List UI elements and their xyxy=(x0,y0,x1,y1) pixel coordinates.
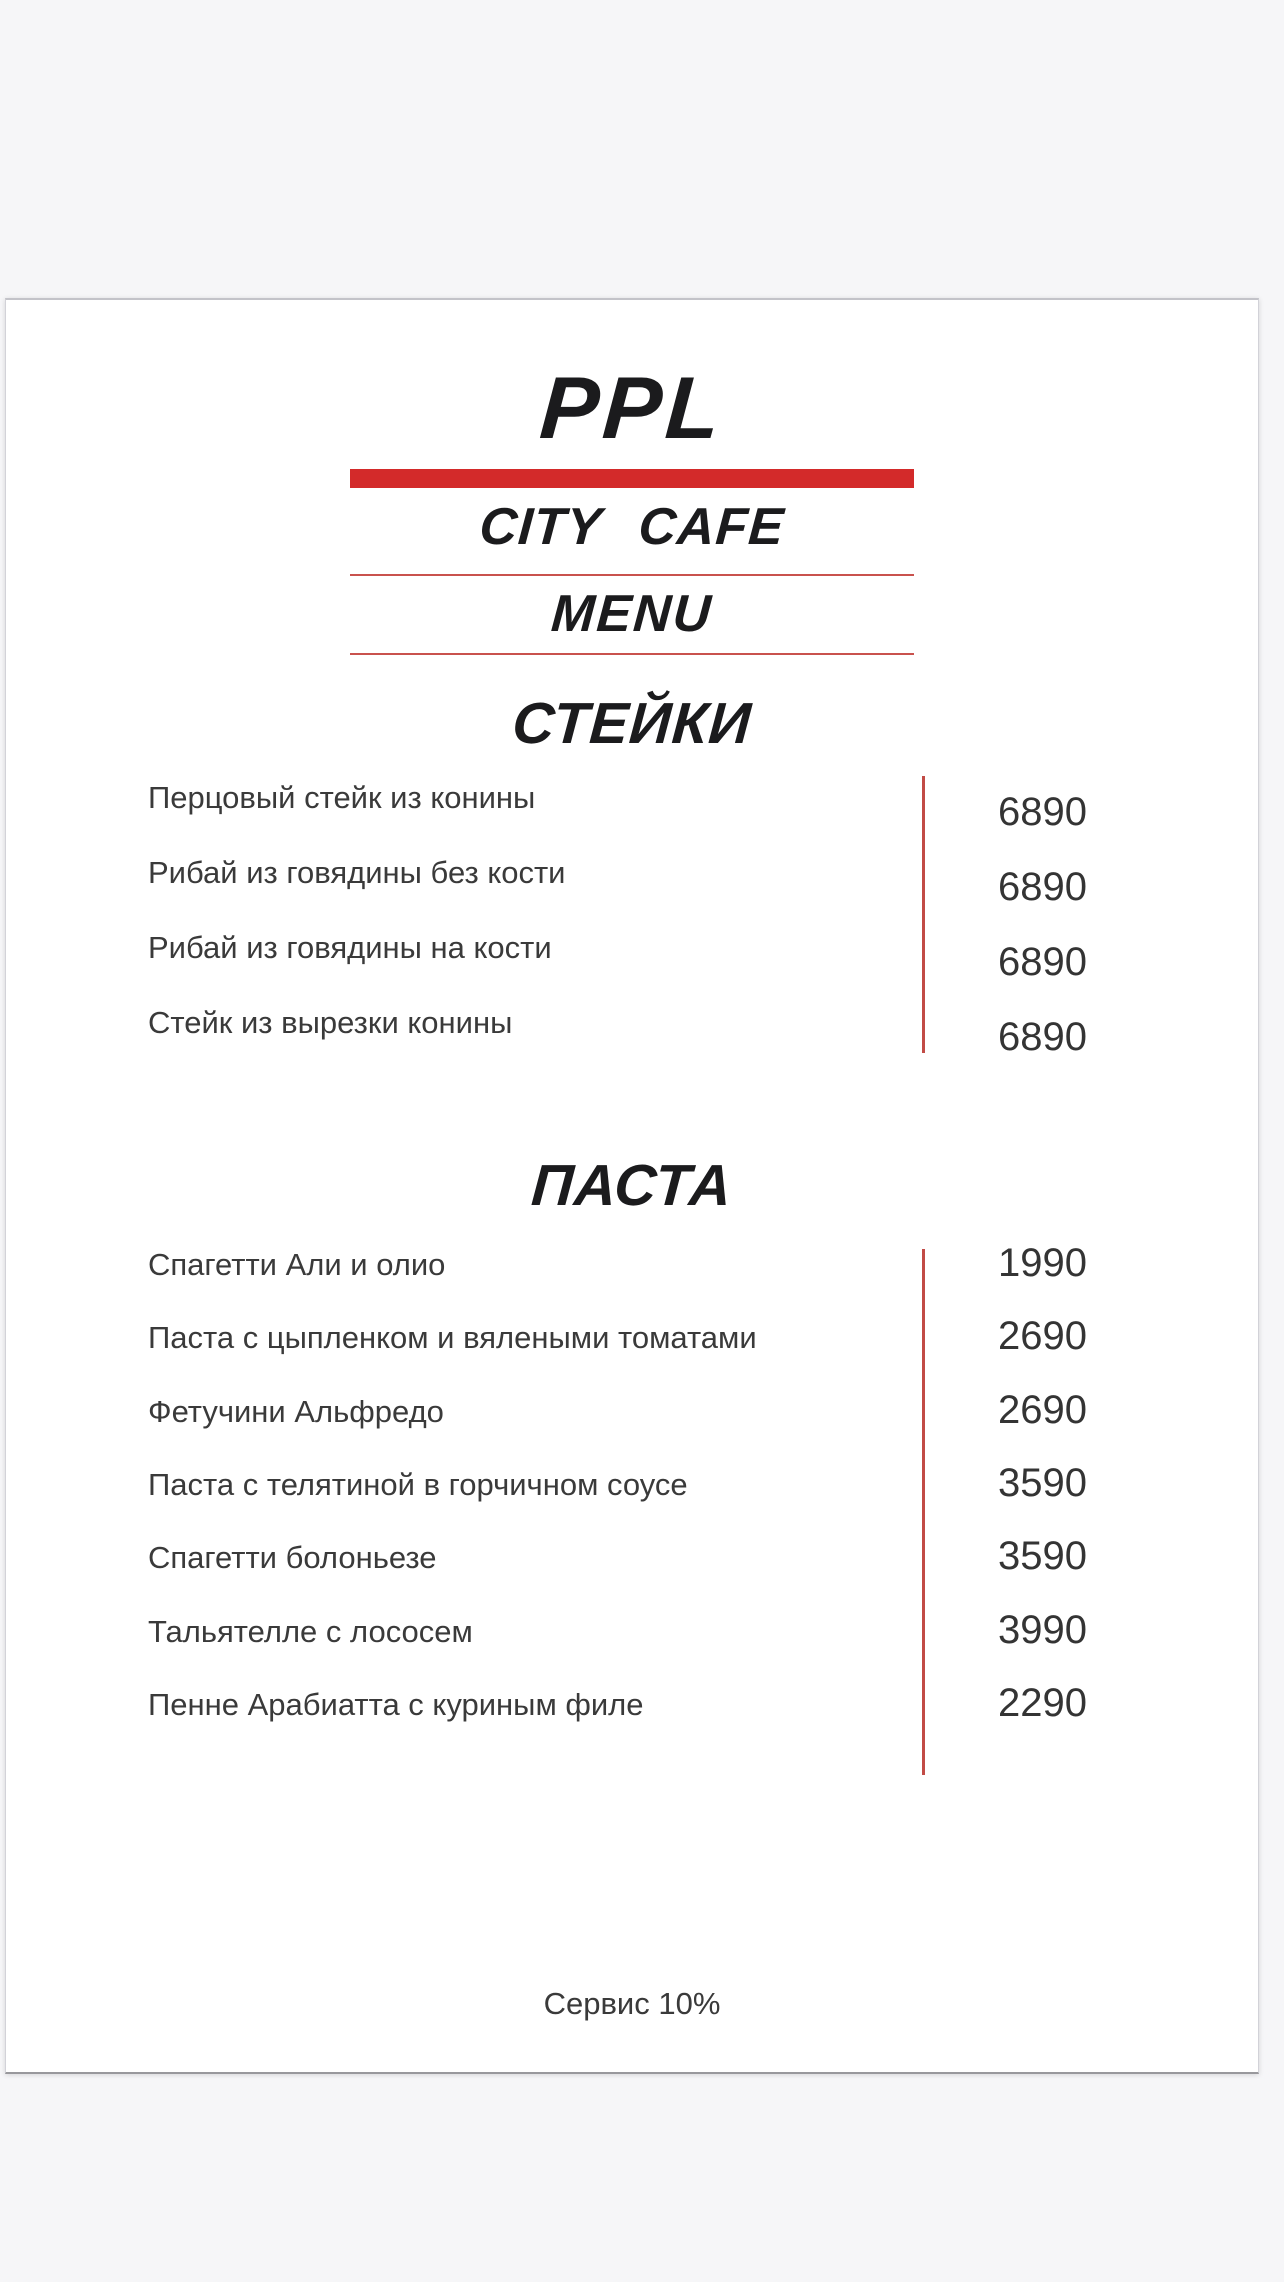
menu-item-price: 3590 xyxy=(998,1534,1087,1578)
menu-item-row xyxy=(6,781,1258,841)
menu-item-name: Спагетти Али и олио xyxy=(148,1247,446,1282)
menu-item-row xyxy=(6,1681,1258,1748)
menu-item-row xyxy=(6,931,1258,991)
menu-item-name: Тальятелле с лососем xyxy=(148,1614,473,1649)
menu-item-price: 6890 xyxy=(998,790,1087,834)
section-title-pasta: ПАСТА xyxy=(529,1153,735,1218)
cafe-subtitle: CITY CAFE xyxy=(477,498,787,556)
menu-item-price: 6890 xyxy=(998,865,1087,909)
menu-item-row xyxy=(6,1006,1258,1066)
menu-item-row xyxy=(6,1461,1258,1528)
menu-item-row xyxy=(6,856,1258,916)
menu-item-row xyxy=(6,1388,1258,1455)
menu-item-price: 2690 xyxy=(998,1314,1087,1358)
menu-item-name: Стейк из вырезки конины xyxy=(148,1005,513,1040)
menu-item-name: Паста с цыпленком и вялеными томатами xyxy=(148,1320,757,1355)
menu-item-name: Спагетти болоньезе xyxy=(148,1540,437,1575)
menu-item-price: 6890 xyxy=(998,1015,1087,1059)
thin-red-divider-bottom xyxy=(350,653,914,655)
menu-item-price: 6890 xyxy=(998,940,1087,984)
menu-item-row xyxy=(6,1534,1258,1601)
brand-logo: PPL xyxy=(536,358,728,457)
red-divider-bar xyxy=(350,469,914,488)
menu-item-name: Пенне Арабиатта с куриным филе xyxy=(148,1687,644,1722)
menu-item-name: Фетучини Альфредо xyxy=(148,1394,444,1429)
menu-item-row xyxy=(6,1608,1258,1675)
menu-item-name: Рибай из говядины на кости xyxy=(148,930,552,965)
menu-item-price: 2290 xyxy=(998,1681,1087,1725)
service-note: Сервис 10% xyxy=(543,1986,721,2021)
menu-item-name: Перцовый стейк из конины xyxy=(148,780,536,815)
menu-item-price: 1990 xyxy=(998,1241,1087,1285)
menu-item-price: 3590 xyxy=(998,1461,1087,1505)
menu-item-name: Рибай из говядины без кости xyxy=(148,855,566,890)
menu-item-row xyxy=(6,1314,1258,1381)
menu-title: MENU xyxy=(549,585,715,643)
thin-red-divider-top xyxy=(350,574,914,576)
menu-item-row xyxy=(6,1241,1258,1308)
menu-item-name: Паста с телятиной в горчичном соусе xyxy=(148,1467,688,1502)
menu-page xyxy=(5,298,1259,2074)
section-title-steaks: СТЕЙКИ xyxy=(510,691,754,756)
menu-item-price: 3990 xyxy=(998,1608,1087,1652)
menu-item-price: 2690 xyxy=(998,1388,1087,1432)
